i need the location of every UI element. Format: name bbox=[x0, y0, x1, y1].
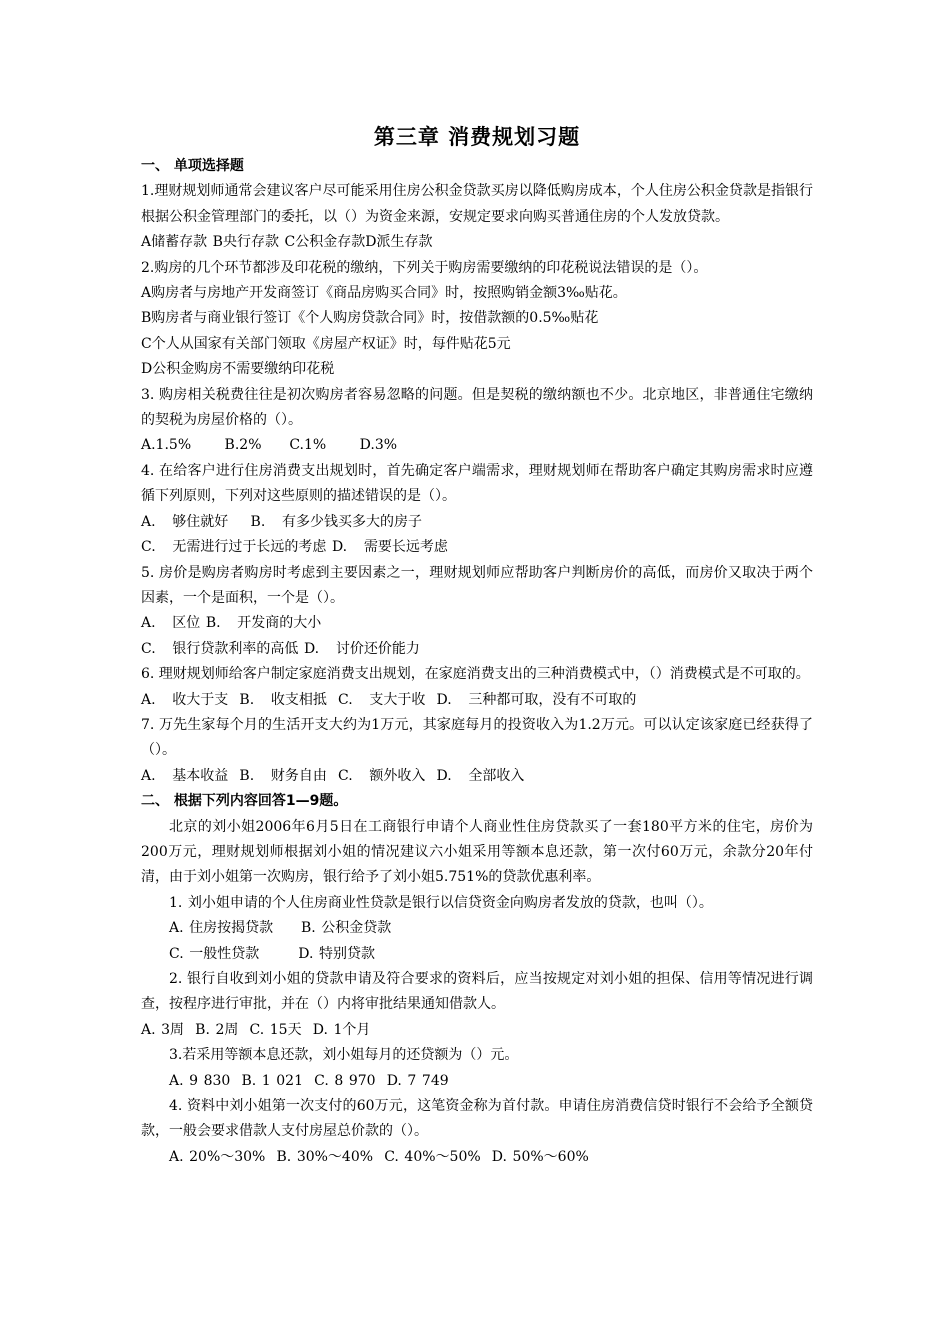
question-1-options: A储蓄存款 B央行存款 C公积金存款D派生存款 bbox=[141, 234, 433, 251]
case-paragraph: 北京的刘小姐2006年6月5日在工商银行申请个人商业性住房贷款买了一套180平方米的住宅，房价为200万元，理财规划师根据刘小姐的情况建议六小姐采用等额本息还款，第一次付60万元，余款分20年付清，由于刘小姐第一次购房，银行给予了刘小姐5.751%的贷款优惠利率。 bbox=[141, 818, 813, 886]
section-heading-case: 二、 根据下列内容回答1—9题。 bbox=[141, 793, 348, 810]
question-4-options-cd: C. 无需进行过于长远的考虑 D. 需要长远考虑 bbox=[141, 539, 448, 556]
case-question-4-options: A. 20%～30% B. 30%～40% C. 40%～50% D. 50%～60% bbox=[169, 1148, 589, 1165]
question-4-stem: 4. 在给客户进行住房消费支出规划时，首先确定客户端需求，理财规划师在帮助客户确定其购房需求时应遵循下列原则，下列对这些原则的描述错误的是（）。 bbox=[141, 462, 813, 505]
case-question-3-stem: 3.若采用等额本息还款，刘小姐每月的还贷额为（）元。 bbox=[169, 1047, 519, 1064]
question-2-option-a: A购房者与房地产开发商签订《商品房购买合同》时，按照购销金额3‰贴花。 bbox=[141, 285, 627, 302]
question-2-option-d: D公积金购房不需要缴纳印花税 bbox=[141, 361, 335, 378]
question-5-options-cd: C. 银行贷款利率的高低 D. 讨价还价能力 bbox=[141, 640, 420, 657]
case-question-1-options-ab: A. 住房按揭贷款 B. 公积金贷款 bbox=[169, 920, 392, 937]
question-7-options: A. 基本收益 B. 财务自由 C. 额外收入 D. 全部收入 bbox=[141, 767, 525, 784]
question-3-options: A.1.5% B.2% C.1% D.3% bbox=[141, 437, 398, 454]
question-2-stem: 2.购房的几个环节都涉及印花税的缴纳，下列关于购房需要缴纳的印花税说法错误的是（）。 bbox=[141, 259, 708, 276]
question-5-stem: 5. 房价是购房者购房时考虑到主要因素之一，理财规划师应帮助客户判断房价的高低，而房价又取决于两个因素，一个是面积，一个是（）。 bbox=[141, 564, 813, 606]
case-question-2-stem: 2. 银行自收到刘小姐的贷款申请及符合要求的资料后，应当按规定对刘小姐的担保、信用等情况进行调查，按程序进行审批，并在（）内将审批结果通知借款人。 bbox=[141, 971, 813, 1013]
question-6-options: A. 收大于支 B. 收支相抵 C. 支大于收 D. 三种都可取，没有不可取的 bbox=[141, 691, 637, 708]
question-7-stem: 7. 万先生家每个月的生活开支大约为1万元，其家庭每月的投资收入为1.2万元。可以认定该家庭已经获得了（）。 bbox=[141, 716, 813, 759]
section-heading-single-choice: 一、 单项选择题 bbox=[141, 158, 244, 174]
question-6-stem: 6. 理财规划师给客户制定家庭消费支出规划，在家庭消费支出的三种消费模式中，（）消费模式是不可取的。 bbox=[141, 666, 810, 683]
case-question-1-options-cd: C. 一般性贷款 D. 特别贷款 bbox=[169, 945, 375, 962]
question-5-options-ab: A. 区位 B. 开发商的大小 bbox=[141, 615, 322, 632]
question-2-option-b: B购房者与商业银行签订《个人购房贷款合同》时，按借款额的0.5‰贴花 bbox=[141, 310, 599, 327]
case-question-1-stem: 1. 刘小姐申请的个人住房商业性贷款是银行以信贷资金向购房者发放的贷款，也叫（）。 bbox=[169, 894, 713, 911]
question-3-stem: 3. 购房相关税费往往是初次购房者容易忽略的问题。但是契税的缴纳额也不少。北京地区，非普通住宅缴纳的契税为房屋价格的（）。 bbox=[141, 386, 813, 429]
question-2-option-c: C个人从国家有关部门领取《房屋产权证》时，每件贴花5元 bbox=[141, 335, 511, 352]
question-4-options-ab: A. 够住就好 B. 有多少钱买多大的房子 bbox=[141, 513, 422, 530]
case-question-2-options: A. 3周 B. 2周 C. 15天 D. 1个月 bbox=[141, 1021, 371, 1038]
case-question-4-stem: 4. 资料中刘小姐第一次支付的60万元，这笔资金称为首付款。申请住房消费信贷时银行不会给予全额贷款，一般会要求借款人支付房屋总价款的（）。 bbox=[141, 1098, 813, 1140]
question-1-stem: 1.理财规划师通常会建议客户尽可能采用住房公积金贷款买房以降低购房成本，个人住房公积金贷款是指银行根据公积金管理部门的委托，以（）为资金来源，安规定要求向购买普通住房的个人发放贷款。 bbox=[141, 183, 813, 225]
case-question-3-options: A. 9 830 B. 1 021 C. 8 970 D. 7 749 bbox=[169, 1072, 449, 1089]
page-title: 第三章 消费规划习题 bbox=[373, 125, 581, 149]
document-page bbox=[141, 120, 813, 1170]
